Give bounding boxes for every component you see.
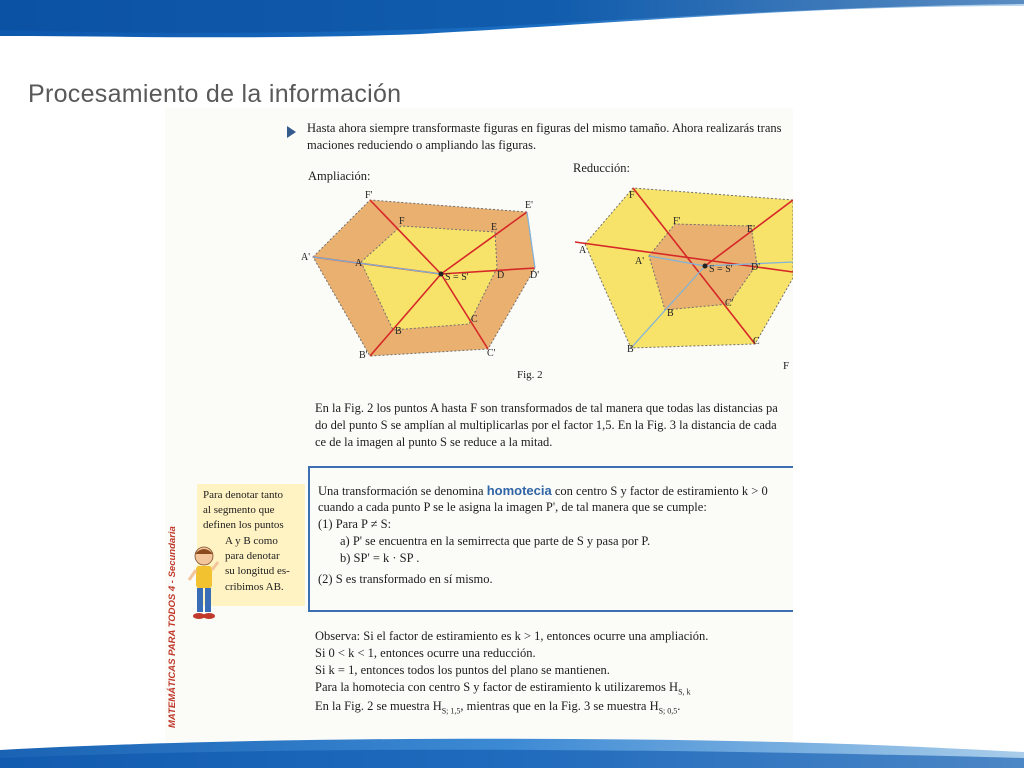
reduccion-label: Reducción: — [573, 161, 630, 175]
ampliacion-label: Ampliación: — [308, 169, 371, 183]
observa-line-1: Observa: Si el factor de estiramiento es k > 1, entonces ocurre una ampliación. — [315, 629, 709, 643]
note-line-1: Para denotar tanto — [203, 489, 284, 501]
note-line-7: cribimos AB. — [225, 581, 284, 593]
note-line-3: definen los puntos — [203, 519, 284, 531]
fig2-label-d: D — [497, 270, 505, 281]
fig2-label-c: C — [471, 314, 478, 325]
fig3-label-b-prime: B — [667, 308, 674, 319]
top-header-band — [0, 0, 1024, 40]
fig2-label-f: F — [399, 216, 405, 227]
fig3-label-c: C — [753, 336, 760, 347]
fig2-caption: Fig. 2 — [517, 369, 543, 381]
student-cartoon-icon — [187, 544, 221, 622]
explanation-line-3: ce de la imagen al punto S se reduce a la mitad. — [315, 435, 553, 449]
homothety-figures — [165, 108, 793, 378]
fig2-center-label: S = S' — [445, 272, 469, 283]
definition-line-1: Una transformación se denomina homotecia con centro S y factor de estiramiento k > 0 — [318, 483, 768, 498]
fig2-label-b-prime: B' — [359, 350, 368, 361]
homotecia-keyword: homotecia — [486, 483, 552, 498]
fig2-label-a-prime: A' — [301, 252, 311, 263]
fig3-label-c-prime: C' — [725, 298, 734, 309]
definition-box — [308, 466, 793, 612]
explanation-line-2: do del punto S se amplían al multiplicarlas por el factor 1,5. En la Fig. 3 la distancia de cada — [315, 418, 777, 432]
fig3-label-a-prime: A' — [635, 256, 645, 267]
note-line-6: su longitud es- — [225, 565, 290, 577]
fig2-label-f-prime: F' — [365, 190, 373, 201]
definition-line-3: (1) Para P ≠ S: — [318, 517, 392, 531]
book-side-label: MATEMÁTICAS PARA TODOS 4 - Secundaria — [167, 526, 178, 728]
fig3-label-a: A — [579, 245, 587, 256]
fig2-label-e-prime: E' — [525, 200, 533, 211]
fig3-caption-fragment: F — [783, 360, 790, 372]
fig3-label-d-prime: D' — [751, 262, 761, 273]
bottom-footer-band — [0, 728, 1024, 768]
fig2-label-a: A — [355, 258, 363, 269]
note-line-4: A y B como — [225, 535, 278, 547]
intro-line-1: Hasta ahora siempre transformaste figuras en figuras del mismo tamaño. Ahora realizarás trans — [307, 121, 782, 135]
definition-line-5: b) SP' = k · SP . — [340, 551, 420, 565]
note-line-2: al segmento que — [203, 504, 275, 516]
scanned-textbook-page — [165, 108, 793, 748]
intro-line-2: maciones reduciendo o ampliando las figuras. — [307, 138, 537, 152]
fig2-label-b: B — [395, 326, 402, 337]
observa-line-4: Para la homotecia con centro S y factor de estiramiento k utilizaremos $H_{S, k}$ — [315, 680, 691, 697]
explanation-line-1: En la Fig. 2 los puntos A hasta F son transformados de tal manera que todas las distancias pa — [315, 401, 778, 415]
fig3-label-e-prime: E' — [747, 224, 755, 235]
fig3-label-f: F — [629, 190, 635, 201]
fig3-center-label: S = S' — [709, 264, 733, 275]
definition-line-6: (2) S es transformado en sí mismo. — [318, 572, 493, 586]
slide-title: Procesamiento de la información — [28, 80, 402, 108]
observa-line-5: En la Fig. 2 se muestra $H_{S; 1,5}$, mientras que en la Fig. 3 se muestra $H_{S; 0,5}$. — [315, 699, 681, 716]
definition-line-4: a) P' se encuentra en la semirrecta que parte de S y pasa por P. — [340, 534, 651, 548]
fig3-reduccion — [575, 188, 793, 348]
fig2-label-d-prime: D' — [530, 270, 540, 281]
fig2-ampliacion — [205, 199, 540, 358]
fig2-label-c-prime: C' — [487, 348, 496, 359]
fig3-label-b: B — [627, 344, 634, 355]
fig3-label-f-prime: F' — [673, 216, 681, 227]
note-line-5: para denotar — [225, 550, 280, 562]
fig2-label-e: E — [491, 222, 498, 233]
observa-line-3: Si k = 1, entonces todos los puntos del plano se mantienen. — [315, 663, 610, 677]
observa-line-2: Si 0 < k < 1, entonces ocurre una reducción. — [315, 646, 536, 660]
definition-line-2: cuando a cada punto P se le asigna la imagen P', de tal manera que se cumple: — [318, 500, 707, 514]
